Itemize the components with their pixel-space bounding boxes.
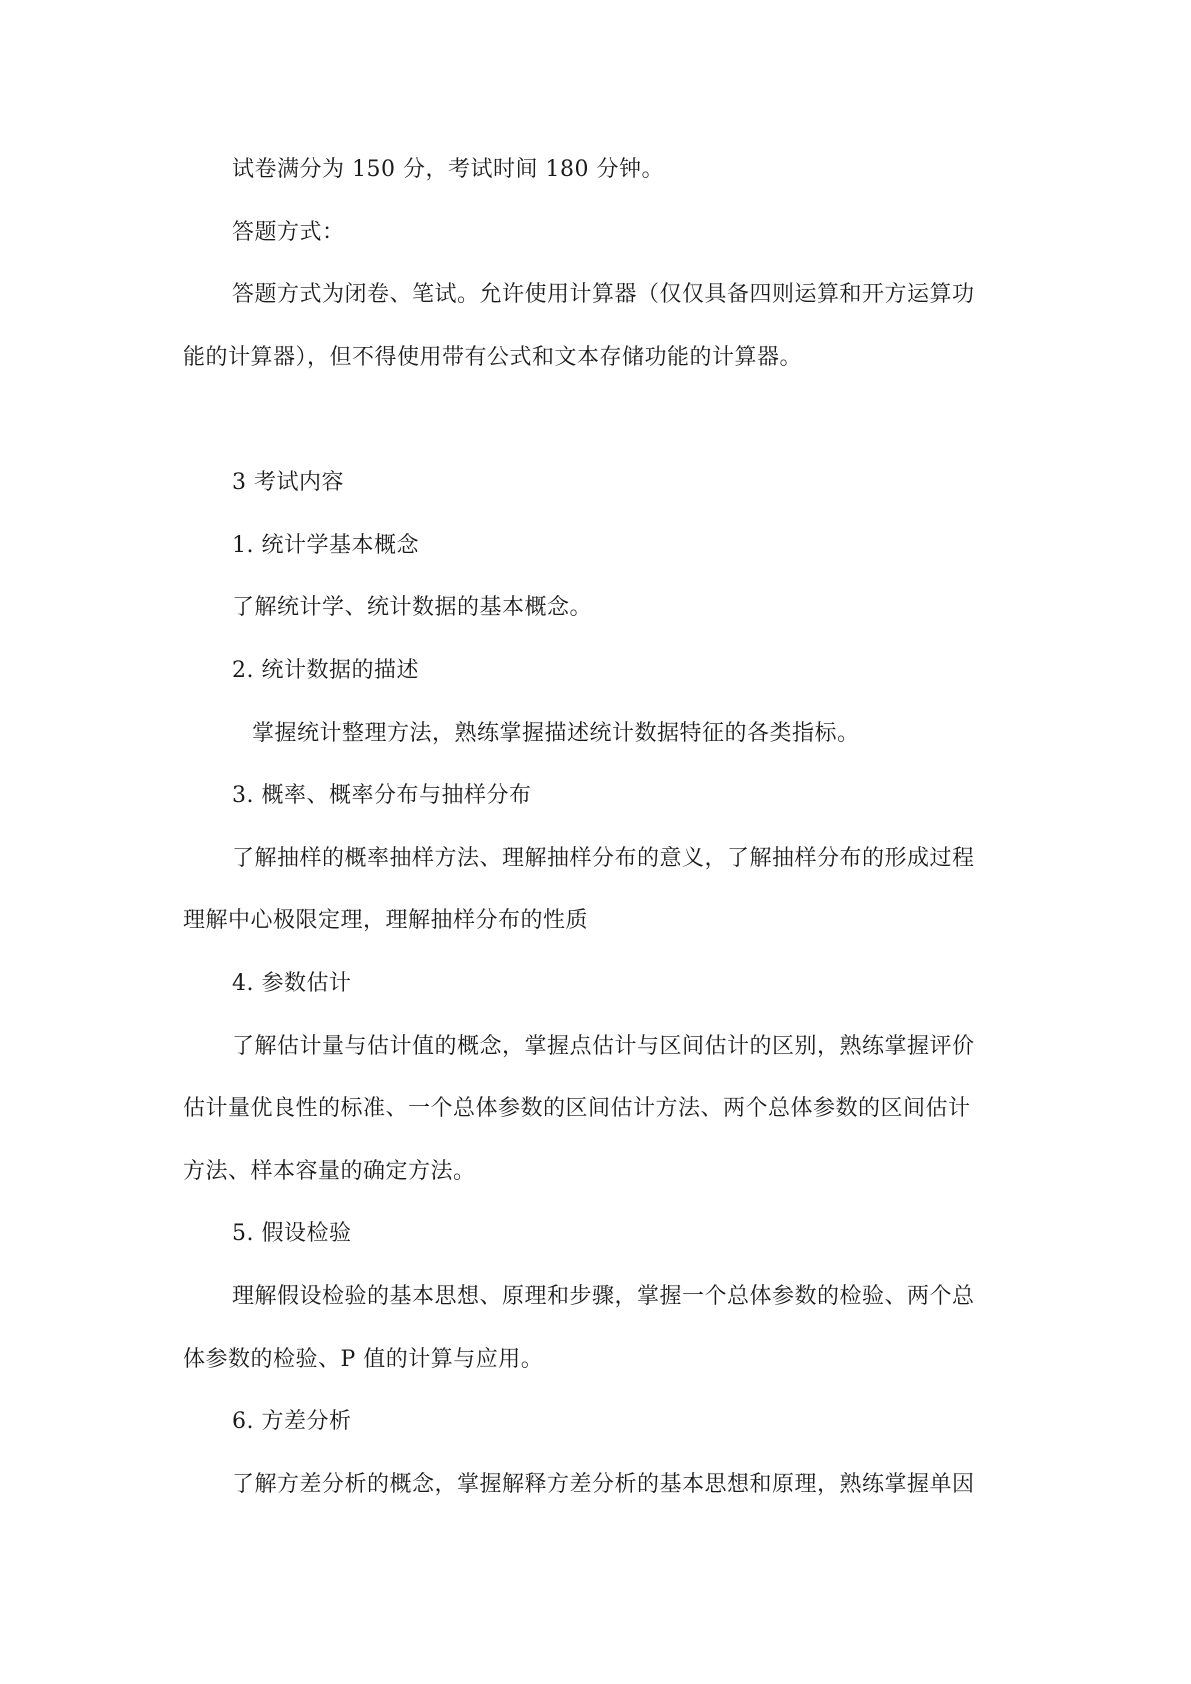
exam-score-time-text: 试卷满分为 150 分，考试时间 180 分钟。: [232, 157, 664, 182]
topic-5-heading: 5. 假设检验: [232, 1221, 352, 1246]
topic-4-description-line-3: 方法、样本容量的确定方法。: [183, 1159, 476, 1184]
topic-6-description-line-1: 了解方差分析的概念，掌握解释方差分析的基本思想和原理，熟练掌握单因: [232, 1472, 975, 1497]
topic-3-heading: 3. 概率、概率分布与抽样分布: [232, 783, 532, 808]
topic-2-heading: 2. 统计数据的描述: [232, 658, 419, 683]
topic-4-description-line-2: 估计量优良性的标准、一个总体参数的区间估计方法、两个总体参数的区间估计: [183, 1096, 971, 1121]
answer-mode-paragraph-line-1: 答题方式为闭卷、笔试。允许使用计算器（仅仅具备四则运算和开方运算功: [232, 282, 975, 307]
topic-4-heading: 4. 参数估计: [232, 971, 352, 996]
topic-2-description: 掌握统计整理方法，熟练掌握描述统计数据特征的各类指标。: [252, 721, 860, 746]
answer-mode-heading: 答题方式：: [232, 220, 345, 245]
topic-3-description-line-1: 了解抽样的概率抽样方法、理解抽样分布的意义，了解抽样分布的形成过程: [232, 846, 975, 871]
topic-5-description-line-1: 理解假设检验的基本思想、原理和步骤，掌握一个总体参数的检验、两个总: [232, 1284, 975, 1309]
topic-1-heading: 1. 统计学基本概念: [232, 533, 419, 558]
topic-5-description-line-2: 体参数的检验、P 值的计算与应用。: [183, 1347, 544, 1372]
topic-1-description: 了解统计学、统计数据的基本概念。: [232, 595, 593, 620]
topic-6-heading: 6. 方差分析: [232, 1409, 352, 1434]
section-heading-exam-content: 3 考试内容: [232, 470, 344, 495]
answer-mode-paragraph-line-2: 能的计算器），但不得使用带有公式和文本存储功能的计算器。: [183, 345, 803, 370]
topic-4-description-line-1: 了解估计量与估计值的概念，掌握点估计与区间估计的区别，熟练掌握评价: [232, 1034, 975, 1059]
topic-3-description-line-2: 理解中心极限定理，理解抽样分布的性质: [183, 908, 589, 933]
